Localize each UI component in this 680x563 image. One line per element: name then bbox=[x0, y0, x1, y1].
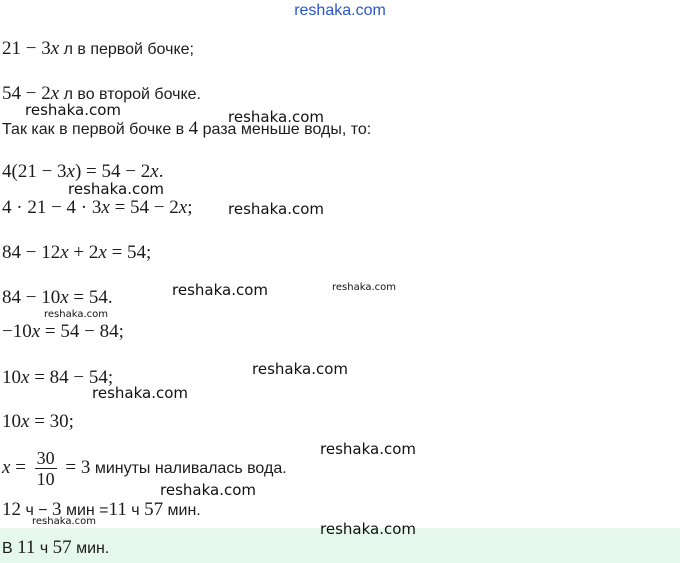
math-variable: x bbox=[60, 242, 69, 263]
math-expression: 21 − 3 bbox=[2, 38, 51, 59]
line-text: раза меньше воды, то: bbox=[198, 121, 372, 138]
math-variable: x bbox=[66, 161, 75, 182]
math-part: + 2 bbox=[68, 242, 99, 263]
math-part: −10 bbox=[2, 321, 32, 342]
math-variable: x bbox=[150, 161, 159, 182]
math-number: 4 bbox=[188, 118, 199, 139]
watermark: reshaka.com bbox=[252, 360, 348, 378]
solution-line-10 bbox=[2, 411, 74, 433]
line-text: л в первой бочке; bbox=[59, 41, 194, 58]
watermark: reshaka.com bbox=[332, 282, 396, 293]
math-part: = bbox=[10, 457, 31, 478]
line-text: В bbox=[2, 540, 18, 557]
fraction-denominator: 10 bbox=[36, 469, 55, 490]
math-variable: x bbox=[50, 38, 60, 59]
answer-line bbox=[2, 537, 109, 560]
fraction bbox=[35, 448, 57, 489]
math-variable: x bbox=[21, 411, 30, 432]
math-variable: x bbox=[178, 197, 188, 218]
line-text: мин. bbox=[71, 540, 110, 557]
site-header-link[interactable]: reshaka.com bbox=[294, 2, 386, 19]
solution-line-5 bbox=[2, 197, 192, 219]
math-part: = 54 − 2 bbox=[109, 197, 179, 218]
math-number: 11 bbox=[108, 499, 127, 520]
watermark: reshaka.com bbox=[320, 520, 416, 538]
solution-line-7 bbox=[2, 287, 113, 309]
math-variable: x bbox=[50, 83, 60, 104]
fraction-numerator: 30 bbox=[36, 448, 55, 469]
solution-line-1 bbox=[2, 38, 194, 61]
math-variable: x bbox=[21, 367, 30, 388]
watermark: reshaka.com bbox=[320, 440, 416, 458]
math-part: 10 bbox=[2, 367, 21, 388]
line-text: мин. bbox=[163, 502, 201, 519]
watermark: reshaka.com bbox=[44, 309, 108, 320]
math-part: 84 − 12 bbox=[2, 242, 61, 263]
math-part: ; bbox=[187, 197, 193, 218]
line-text: ч bbox=[35, 540, 53, 557]
watermark: reshaka.com bbox=[228, 200, 324, 218]
math-variable: x bbox=[101, 197, 110, 218]
math-variable: x bbox=[31, 321, 41, 342]
math-part: = 84 − 54; bbox=[29, 367, 114, 388]
math-number: 11 bbox=[17, 537, 36, 558]
math-part: 4 · 21 − 4 · 3 bbox=[2, 197, 102, 218]
math-number: 3 bbox=[52, 499, 62, 520]
math-part: = 3 bbox=[60, 457, 91, 478]
math-variable: x bbox=[2, 457, 11, 478]
math-part: = 54. bbox=[68, 287, 113, 308]
math-part: ) = 54 − 2 bbox=[74, 161, 151, 182]
line-text: Так как в первой бочке в bbox=[2, 121, 189, 138]
watermark: reshaka.com bbox=[172, 281, 268, 299]
math-part: = 30; bbox=[29, 411, 74, 432]
watermark: reshaka.com bbox=[32, 516, 96, 527]
solution-line-8 bbox=[2, 321, 124, 343]
watermark: reshaka.com bbox=[68, 180, 164, 198]
math-part: = 54; bbox=[106, 242, 152, 263]
line-text: минуты наливалась вода. bbox=[90, 460, 287, 477]
math-part: . bbox=[158, 161, 164, 182]
watermark: reshaka.com bbox=[160, 481, 256, 499]
watermark: reshaka.com bbox=[228, 108, 324, 126]
solution-line-6 bbox=[2, 242, 151, 264]
line-text: мин = bbox=[61, 502, 109, 519]
math-number: 12 bbox=[2, 499, 21, 520]
line-text: л во второй бочке. bbox=[59, 86, 201, 103]
math-expression: 54 − 2 bbox=[2, 83, 51, 104]
math-part: 10 bbox=[2, 411, 21, 432]
math-variable: x bbox=[98, 242, 107, 263]
math-variable: x bbox=[60, 287, 69, 308]
math-number: 57 bbox=[52, 537, 72, 558]
watermark: reshaka.com bbox=[25, 101, 121, 119]
math-number: 57 bbox=[144, 499, 164, 520]
watermark: reshaka.com bbox=[92, 384, 188, 402]
math-part: 84 − 10 bbox=[2, 287, 61, 308]
math-part: = 54 − 84; bbox=[40, 321, 124, 342]
math-part: 4(21 − 3 bbox=[2, 161, 67, 182]
line-text: ч − bbox=[21, 502, 53, 519]
line-text: ч bbox=[126, 502, 145, 519]
